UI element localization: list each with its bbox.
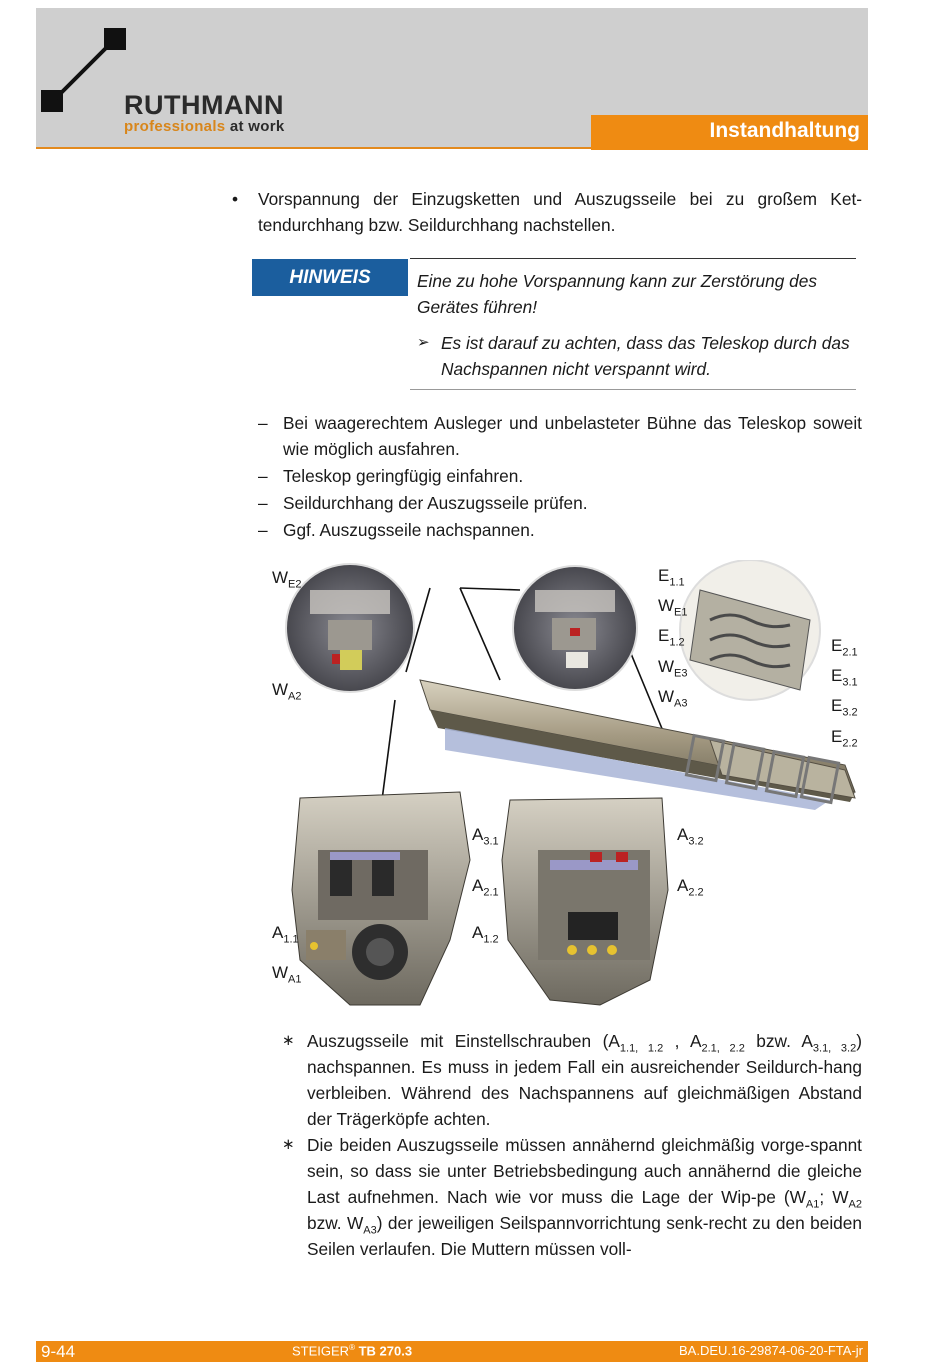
ruthmann-logo (38, 26, 338, 136)
note-item-text: Es ist darauf zu achten, dass das Teleskop durch das Nachspannen nicht verspannt wird. (441, 333, 850, 379)
label-wa2: $W_{A2}$ (272, 680, 302, 703)
page-number: 9-44 (41, 1342, 76, 1361)
brand-tag-orange: professionals (124, 118, 226, 135)
label-a12: $A_{1.2}$ (472, 923, 499, 946)
step-list (258, 410, 862, 544)
footer-model: STEIGER® TB 270.3 (292, 1343, 413, 1359)
label-e32: $E_{3.2}$ (831, 696, 858, 719)
step-item (258, 517, 862, 543)
telescope-illustration (270, 560, 862, 1010)
note-box (252, 258, 856, 390)
asterisk-notes (282, 1028, 862, 1262)
step-item (258, 490, 862, 516)
asterisk-icon: ∗ (282, 1136, 295, 1153)
dash-icon: – (258, 466, 268, 486)
label-wa1: $W_{A1}$ (272, 963, 302, 986)
intro-bullet-text: Vorspannung der Einzugsketten und Auszugsseile bei zu großem Ket-tendurchhang bzw. Seildurchhang nachstellen. (258, 189, 862, 235)
label-e22: $E_{2.2}$ (831, 727, 858, 750)
section-title: Instandhaltung (709, 119, 860, 142)
note-item-1: ∗ Auszugsseile mit Einstellschrauben ($A_{1.1, 1.2}$ , $A_{2.1, 2.2}$ bzw. $A_{3.1, 3.2}$) nachspannen. Es muss in jedem Fall ein ausreichender Seildurch-hang verbleiben. Während des Nachspannens auf gleichmäßigen Abstand der Trägerköpfe achten. (282, 1028, 862, 1132)
brand-tag-dark: at work (229, 118, 285, 135)
label-a11: $A_{1.1}$ (272, 923, 299, 946)
base-assembly-right (502, 798, 668, 1005)
label-e12: $E_{1.2}$ (658, 626, 685, 649)
label-a32: $A_{3.2}$ (677, 825, 704, 848)
step-text: Teleskop geringfügig einfahren. (283, 466, 524, 486)
dash-icon: – (258, 413, 268, 433)
label-e31: $E_{3.1}$ (831, 666, 858, 689)
brand-tagline (124, 118, 285, 135)
note-top-rule (410, 258, 856, 259)
step-text: Bei waagerechtem Ausleger und unbelasteter Bühne das Teleskop soweit wie möglich ausfahren. (283, 413, 862, 459)
asterisk-icon: ∗ (282, 1032, 295, 1049)
label-we2: $W_{E2}$ (272, 568, 302, 591)
label-wa3: $W_{A3}$ (658, 687, 688, 710)
step-text: Ggf. Auszugsseile nachspannen. (283, 520, 535, 540)
telescope-figure (270, 560, 862, 1010)
note-item (417, 330, 857, 382)
step-item (258, 463, 862, 489)
label-e21: $E_{2.1}$ (831, 636, 858, 659)
note-bottom-rule (410, 389, 856, 390)
label-a31: $A_{3.1}$ (472, 825, 499, 848)
footer-bar (36, 1341, 868, 1362)
section-tab (591, 115, 868, 150)
arrow-bullet-icon: ➢ (417, 334, 430, 351)
step-text: Seildurchhang der Auszugsseile prüfen. (283, 493, 588, 513)
detail-circle-1 (286, 564, 414, 692)
logo-mark-icon (38, 26, 130, 118)
label-a21: $A_{2.1}$ (472, 876, 499, 899)
footer-doc-code: BA.DEU.16-29874-06-20-FTA-jr (679, 1343, 863, 1358)
detail-circle-3 (680, 560, 820, 700)
dash-icon: – (258, 520, 268, 540)
base-assembly-left (292, 792, 470, 1005)
note-label: HINWEIS (252, 259, 408, 296)
bullet-dot-icon: • (232, 189, 239, 209)
note-text: Eine zu hohe Vorspannung kann zur Zerstörung des Gerätes führen! (417, 271, 817, 317)
step-item (258, 410, 862, 462)
label-we1: $W_{E1}$ (658, 596, 688, 619)
note-item-2: ∗ Die beiden Auszugsseile müssen annähernd gleichmäßig vorge-spannt sein, so dass sie unter Betriebsbedingung auch annähernd die gleiche Last aufnehmen. Nach wie vor muss die Lage der Wip-pe ($W_{A1}$; $W_{A2}$ bzw. $W_{A3}$) der jeweiligen Seilspannvorrichtung senk-recht zu den beiden Seilen verlaufen. Die Muttern müssen voll- (282, 1132, 862, 1262)
label-we3: $W_{E3}$ (658, 657, 688, 680)
label-e11: $E_{1.1}$ (658, 566, 685, 589)
detail-circle-2 (513, 566, 637, 690)
brand-name: RUTHMANN (124, 90, 284, 120)
label-a22: $A_{2.2}$ (677, 876, 704, 899)
intro-bullet (232, 186, 862, 238)
dash-icon: – (258, 493, 268, 513)
boom-body (420, 680, 855, 810)
header-underline (36, 147, 591, 149)
